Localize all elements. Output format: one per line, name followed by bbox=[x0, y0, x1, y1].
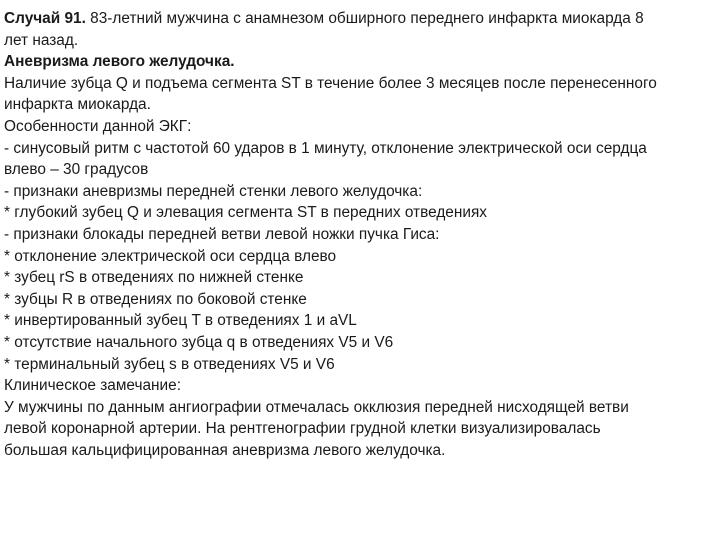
case-title-text: 83-летний мужчина с анамнезом обширного переднего инфаркта миокарда 8 bbox=[85, 10, 644, 27]
ecg-features-heading: Особенности данной ЭКГ: bbox=[4, 117, 192, 135]
ecg-feature-line: * зубец rS в отведениях по нижней стенке bbox=[4, 269, 304, 287]
case-title-line bbox=[4, 8, 710, 30]
ecg-feature-line: * глубокий зубец Q и элевация сегмента ST в передних отведениях bbox=[4, 204, 487, 222]
diagnosis-heading: Аневризма левого желудочка. bbox=[4, 53, 235, 71]
ecg-feature-line: * зубцы R в отведениях по боковой стенке bbox=[4, 290, 307, 308]
ecg-feature-line: * инвертированный зубец T в отведениях 1 и aVL bbox=[4, 312, 357, 330]
case-number: Случай 91. bbox=[4, 10, 86, 27]
clinical-note-line: большая кальцифицированная аневризма левого желудочка. bbox=[4, 441, 446, 459]
ecg-feature-line: - признаки блокады передней ветви левой ножки пучка Гиса: bbox=[4, 225, 440, 243]
ecg-feature-line: * терминальный зубец s в отведениях V5 и V6 bbox=[4, 355, 335, 373]
document-body bbox=[4, 8, 710, 461]
ecg-feature-line: - синусовый ритм с частотой 60 ударов в 1 минуту, отклонение электрической оси сердца bbox=[4, 139, 647, 157]
ecg-feature-line: влево – 30 градусов bbox=[4, 161, 149, 179]
clinical-note-heading: Клиническое замечание: bbox=[4, 377, 181, 395]
case-title-continuation: лет назад. bbox=[4, 31, 79, 49]
clinical-note-line: левой коронарной артерии. На рентгенографии грудной клетки визуализировалась bbox=[4, 420, 601, 438]
ecg-feature-line: - признаки аневризмы передней стенки левого желудочка: bbox=[4, 182, 423, 200]
ecg-feature-line: * отклонение электрической оси сердца влево bbox=[4, 247, 337, 265]
description-line: инфаркта миокарда. bbox=[4, 96, 151, 114]
description-line: Наличие зубца Q и подъема сегмента ST в течение более 3 месяцев после перенесенного bbox=[4, 74, 657, 92]
ecg-feature-line: * отсутствие начального зубца q в отведениях V5 и V6 bbox=[4, 333, 394, 351]
clinical-note-line: У мужчины по данным ангиографии отмечалась окклюзия передней нисходящей ветви bbox=[4, 398, 629, 416]
